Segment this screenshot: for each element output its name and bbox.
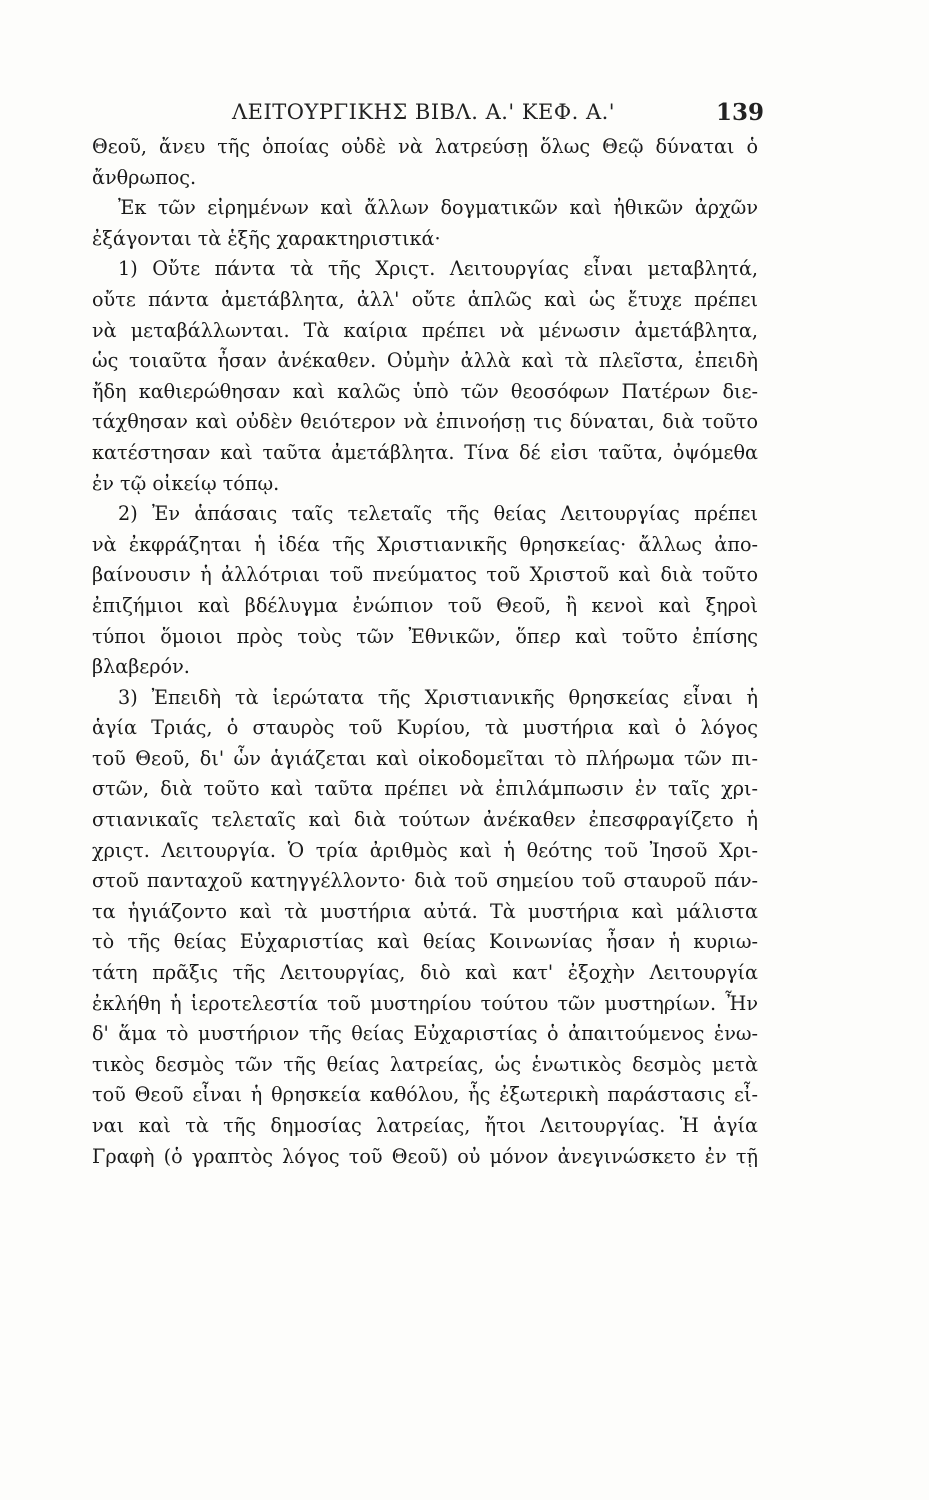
text-line: τάχθησαν καὶ οὐδὲν θειότερον νὰ ἐπινοήσῃ τις δύναται, διὰ τοῦτο xyxy=(92,410,758,434)
text-line: τὸ τῆς θείας Εὐχαριστίας καὶ θείας Κοινωνίας ἦσαν ἡ κυριω- xyxy=(92,930,758,954)
page-number: 139 xyxy=(716,99,765,126)
text-line: ἁγία Τριάς, ὁ σταυρὸς τοῦ Κυρίου, τὰ μυστήρια καὶ ὁ λόγος xyxy=(92,716,758,740)
text-line: στοῦ πανταχοῦ κατηγγέλλοντο· διὰ τοῦ σημείου τοῦ σταυροῦ πάν- xyxy=(92,869,758,893)
running-title: ΛΕΙΤΟΥΡΓΙΚΗΣ ΒΙΒΛ. Α.' ΚΕΦ. Α.' xyxy=(232,100,616,124)
text-line: βλαβερόν. xyxy=(92,655,190,679)
text-line: Ἐκ τῶν εἰρημένων καὶ ἄλλων δογματικῶν καὶ ἠθικῶν ἀρχῶν xyxy=(118,196,758,220)
text-line: τα ἡγιάζοντο καὶ τὰ μυστήρια αὐτά. Τὰ μυστήρια καὶ μάλιστα xyxy=(92,899,758,923)
text-line: νὰ μεταβάλλωνται. Τὰ καίρια πρέπει νὰ μένωσιν ἀμετάβλητα, xyxy=(92,318,758,342)
text-line: κατέστησαν καὶ ταῦτα ἀμετάβλητα. Τίνα δέ εἰσι ταῦτα, ὀψόμεθα xyxy=(92,440,758,464)
text-line: ἐν τῷ οἰκείῳ τόπῳ. xyxy=(92,471,280,495)
text-line: οὔτε πάντα ἀμετάβλητα, ἀλλ' οὔτε ἁπλῶς καὶ ὡς ἔτυχε πρέπει xyxy=(92,287,758,311)
text-line: 1) Οὔτε πάντα τὰ τῆς Χριςτ. Λειτουργίας εἶναι μεταβλητά, xyxy=(118,257,758,281)
text-line: Θεοῦ, ἄνευ τῆς ὁποίας οὐδὲ νὰ λατρεύσῃ ὅλως Θεῷ δύναται ὁ xyxy=(92,135,758,158)
body-text xyxy=(92,132,758,1172)
text-line: τύποι ὅμοιοι πρὸς τοὺς τῶν Ἐθνικῶν, ὅπερ καὶ τοῦτο ἐπίσης xyxy=(92,624,758,648)
text-line: τοῦ Θεοῦ εἶναι ἡ θρησκεία καθόλου, ἧς ἐξωτερικὴ παράστασις εἶ- xyxy=(92,1083,758,1107)
text-line: 2) Ἐν ἁπάσαις ταῖς τελεταῖς τῆς θείας Λειτουργίας πρέπει xyxy=(118,502,758,526)
text-line: τάτη πρᾶξις τῆς Λειτουργίας, διὸ καὶ κατ' ἐξοχὴν Λειτουργία xyxy=(92,961,758,985)
text-line: ἐπιζήμιοι καὶ βδέλυγμα ἐνώπιον τοῦ Θεοῦ, ἢ κενοὶ καὶ ξηροὶ xyxy=(92,593,758,617)
text-line: ἄνθρωπος. xyxy=(92,165,197,189)
text-line: νὰ ἐκφράζηται ἡ ἰδέα τῆς Χριστιανικῆς θρησκείας· ἄλλως ἀπο- xyxy=(92,532,758,556)
text-line: τικὸς δεσμὸς τῶν τῆς θείας λατρείας, ὡς ἑνωτικὸς δεσμὸς μετὰ xyxy=(92,1052,758,1076)
text-line: χριςτ. Λειτουργία. Ὁ τρία ἀριθμὸς καὶ ἡ θεότης τοῦ Ἰησοῦ Χρι- xyxy=(92,838,758,862)
text-line: ἐκλήθη ἡ ἱεροτελεστία τοῦ μυστηρίου τούτου τῶν μυστηρίων. Ἦν xyxy=(92,991,758,1015)
text-line: τοῦ Θεοῦ, δι' ὧν ἁγιάζεται καὶ οἰκοδομεῖται τὸ πλήρωμα τῶν πι- xyxy=(92,746,758,770)
page-header xyxy=(0,100,929,134)
text-line: 3) Ἐπειδὴ τὰ ἱερώτατα τῆς Χριστιανικῆς θρησκείας εἶναι ἡ xyxy=(118,685,758,709)
text-line: Γραφὴ (ὁ γραπτὸς λόγος τοῦ Θεοῦ) οὐ μόνον ἀνεγινώσκετο ἐν τῇ xyxy=(92,1144,758,1168)
text-line: βαίνουσιν ἡ ἀλλότριαι τοῦ πνεύματος τοῦ Χριστοῦ καὶ διὰ τοῦτο xyxy=(92,563,758,587)
text-line: δ' ἅμα τὸ μυστήριον τῆς θείας Εὐχαριστίας ὁ ἀπαιτούμενος ἑνω- xyxy=(92,1022,758,1046)
text-line: στιανικαῖς τελεταῖς καὶ διὰ τούτων ἀνέκαθεν ἐπεσφραγίζετο ἡ xyxy=(92,808,758,832)
text-line: ἐξάγονται τὰ ἑξῆς χαρακτηριστικά· xyxy=(92,226,441,250)
text-line: ὡς τοιαῦτα ἦσαν ἀνέκαθεν. Οὐμὴν ἀλλὰ καὶ τὰ πλεῖστα, ἐπειδὴ xyxy=(92,349,758,373)
text-line: ἤδη καθιερώθησαν καὶ καλῶς ὑπὸ τῶν θεοσόφων Πατέρων διε- xyxy=(92,379,758,403)
text-line: στῶν, διὰ τοῦτο καὶ ταῦτα πρέπει νὰ ἐπιλάμπωσιν ἐν ταῖς χρι- xyxy=(92,777,758,801)
text-line: ναι καὶ τὰ τῆς δημοσίας λατρείας, ἤτοι Λειτουργίας. Ἡ ἁγία xyxy=(92,1114,758,1137)
